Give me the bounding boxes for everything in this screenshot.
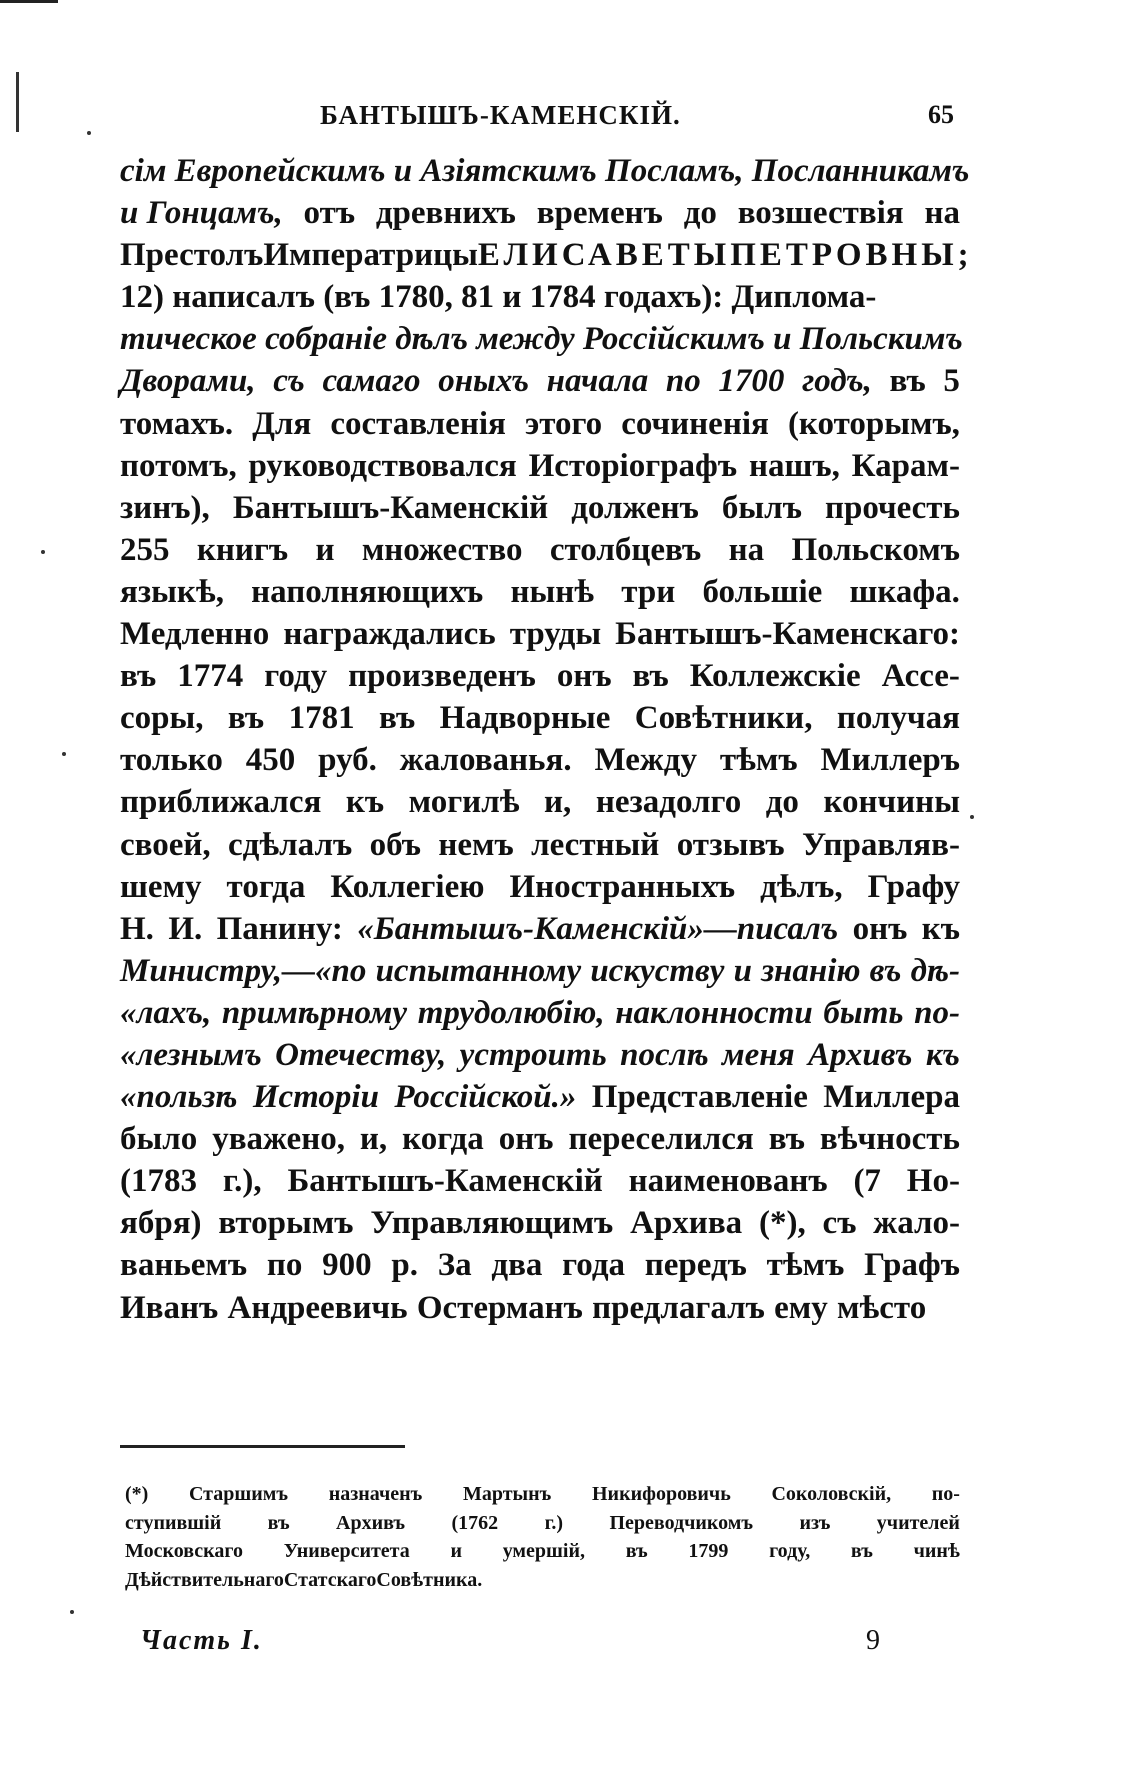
body-word: столбцевъ — [549, 531, 702, 568]
body-word: Медленно — [120, 616, 270, 653]
body-word: передъ — [644, 1247, 747, 1284]
body-word: г.), — [222, 1163, 262, 1200]
body-word: Иванъ — [120, 1289, 219, 1326]
body-word: Андреевичь — [227, 1289, 408, 1326]
body-word: Миллеръ — [820, 742, 960, 779]
footnote-word: изъ — [799, 1511, 831, 1534]
body-word: къ — [921, 910, 960, 947]
body-word: (1783 — [120, 1163, 197, 1200]
body-word: Н. — [120, 910, 154, 947]
body-word: книгъ — [196, 531, 289, 568]
body-word: тѣмъ — [766, 1247, 845, 1284]
body-word: могилѣ — [408, 784, 520, 821]
body-word: году — [264, 658, 328, 695]
body-word: труды — [509, 616, 602, 653]
body-word: въ — [889, 363, 926, 400]
body-word: вѣчность — [819, 1121, 960, 1158]
body-word: лестный — [531, 826, 660, 863]
body-word: испытанному — [375, 952, 582, 989]
footnote-word: Статскаго — [283, 1568, 377, 1591]
body-word: меня — [722, 1036, 795, 1073]
body-word: тѣмъ — [719, 742, 798, 779]
body-word: возшествія — [737, 195, 904, 232]
body-word: былъ — [721, 489, 802, 526]
footnote-word: Архивъ — [336, 1511, 406, 1534]
footnote — [125, 1480, 960, 1594]
body-word: къ — [925, 1036, 960, 1073]
body-word: Представленіе — [591, 1079, 808, 1116]
body-word: 450 — [245, 742, 296, 779]
body-word: руководствовался — [248, 447, 517, 484]
body-word: къ — [345, 784, 385, 821]
body-word: 12) написалъ (въ 1780, 81 и 1784 годахъ): Диплома- — [120, 279, 877, 316]
body-word: на — [728, 531, 765, 568]
footnote-word: Мартынъ — [462, 1483, 552, 1505]
running-head — [0, 100, 1140, 140]
body-word: въ — [768, 1121, 805, 1158]
body-word: въ — [632, 658, 669, 695]
body-word: въ — [120, 658, 157, 695]
body-word: знанію — [761, 952, 861, 989]
footnote-word: по- — [931, 1483, 960, 1505]
body-word: потомъ, — [120, 447, 237, 484]
body-word: объ — [369, 826, 421, 863]
body-word: съ — [273, 363, 305, 400]
body-word: тогда — [226, 868, 306, 905]
footnote-word: 1799 — [688, 1540, 729, 1562]
body-word: Графу — [867, 868, 960, 905]
body-word: 5 — [943, 363, 960, 400]
body-word: онъ — [498, 1121, 554, 1158]
body-word: примѣрному — [221, 994, 408, 1031]
footnote-word: умершій, — [502, 1540, 586, 1562]
body-word: Престолъ — [120, 237, 264, 274]
body-line — [120, 655, 960, 697]
body-line — [120, 276, 960, 318]
body-word: по- — [914, 994, 960, 1031]
body-word: нынѣ — [510, 573, 595, 610]
body-word: года — [562, 1247, 626, 1284]
body-word: устроить — [459, 1036, 607, 1073]
body-word: два — [491, 1247, 543, 1284]
body-word: Остерманъ — [416, 1289, 583, 1326]
body-line — [120, 697, 960, 739]
footnote-word: въ — [850, 1540, 873, 1562]
footnote-word: Соколовскій, — [771, 1483, 892, 1505]
body-word: получая — [836, 700, 960, 737]
body-word: древнихъ — [375, 195, 516, 232]
body-word: Дворами, — [120, 363, 256, 400]
body-word: Между — [594, 742, 697, 779]
body-word: отъ — [303, 195, 356, 232]
body-word: отзывъ — [676, 826, 785, 863]
body-word: временъ — [536, 195, 663, 232]
body-line — [120, 739, 960, 781]
body-word: большіе — [702, 573, 823, 610]
body-word: только — [120, 742, 223, 779]
body-word: тическое собраніе дѣлъ между Россійскимъ и Польскимъ — [120, 321, 963, 358]
scan-speck — [970, 815, 974, 819]
footnote-word: Университета — [283, 1540, 410, 1562]
body-word: наполняющихъ — [251, 573, 484, 610]
body-word: томахъ. — [120, 405, 234, 442]
body-line — [120, 781, 960, 823]
body-word: сочиненія — [621, 405, 769, 442]
footnote-word: г.) — [544, 1511, 564, 1534]
body-word: послѣ — [620, 1036, 709, 1073]
body-word: (которымъ, — [787, 405, 960, 442]
body-word: Совѣтники, — [634, 700, 813, 737]
scan-speck — [70, 1610, 74, 1614]
running-title: БАНТЫШЪ-КАМЕНСКІЙ. — [320, 100, 681, 130]
footnote-word: въ — [267, 1511, 290, 1534]
body-word: ваньемъ — [120, 1247, 248, 1284]
footnote-word: ступившій — [125, 1511, 222, 1534]
body-word: Императрицы — [263, 237, 478, 274]
body-word: Министру,—«по — [120, 952, 367, 989]
body-word: Ассе- — [881, 658, 960, 695]
footnote-word: (*) — [125, 1483, 149, 1505]
body-word: Коллегіею — [330, 868, 485, 905]
body-word: Архивъ — [808, 1036, 913, 1073]
body-word: Управляющимъ — [370, 1205, 614, 1242]
body-word: дѣлъ, — [760, 868, 843, 905]
body-word: 1700 — [718, 363, 785, 400]
body-line — [120, 992, 960, 1034]
body-word: шему — [120, 868, 202, 905]
body-word: жалованья. — [399, 742, 572, 779]
body-line — [120, 360, 960, 402]
body-line — [120, 1034, 960, 1076]
footnote-word: въ — [625, 1540, 648, 1562]
footnote-word: Дѣйствительнаго — [125, 1568, 284, 1591]
body-word: р. — [391, 1247, 418, 1284]
body-word: произведенъ — [348, 658, 536, 695]
page-number: 65 — [928, 100, 954, 129]
body-word: «лезнымъ — [120, 1036, 262, 1073]
body-word: и — [315, 531, 335, 568]
body-word: переселился — [568, 1121, 754, 1158]
body-word: ПЕТРОВНЫ; — [730, 237, 973, 274]
body-word: мѣсто — [837, 1289, 927, 1326]
body-word: своей, — [120, 826, 211, 863]
body-word: въ — [378, 700, 416, 737]
scan-speck — [87, 131, 91, 135]
body-word: множество — [361, 531, 523, 568]
footnote-word: Совѣтника. — [376, 1568, 483, 1591]
body-line — [120, 487, 960, 529]
body-word: по — [665, 363, 701, 400]
body-word: 1781 — [288, 700, 355, 737]
body-word: съ — [822, 1205, 857, 1242]
body-word: и Гонцамъ, — [120, 195, 283, 232]
body-word: (7 — [853, 1163, 881, 1200]
body-word: до — [765, 784, 799, 821]
body-word: и — [733, 952, 752, 989]
body-word: на — [924, 195, 960, 232]
body-line — [120, 1244, 960, 1286]
body-word: Миллера — [823, 1079, 960, 1116]
signature-mark: Часть I. — [140, 1625, 263, 1656]
body-word: годъ, — [802, 363, 872, 400]
scan-speck — [62, 752, 66, 756]
body-word: Россійской.» — [394, 1079, 577, 1116]
body-word: Графъ — [864, 1247, 960, 1284]
body-word: уважено, — [212, 1121, 345, 1158]
footnote-line — [125, 1566, 960, 1595]
body-word: до — [683, 195, 717, 232]
body-line — [120, 1287, 960, 1329]
body-word: Архива — [630, 1205, 743, 1242]
body-line — [120, 234, 973, 276]
body-line — [120, 1118, 960, 1160]
body-word: оныхъ — [438, 363, 529, 400]
body-line — [120, 403, 960, 445]
body-word: «лахъ, — [120, 994, 212, 1031]
body-word: Карам- — [851, 447, 960, 484]
body-word: вторымъ — [218, 1205, 354, 1242]
main-text — [120, 150, 973, 1329]
body-line — [120, 824, 960, 866]
body-word: жало- — [873, 1205, 960, 1242]
body-line — [120, 571, 960, 613]
body-word: ему — [774, 1289, 828, 1326]
body-line — [120, 1160, 960, 1202]
body-word: И. — [168, 910, 203, 947]
body-word: Исторіи — [252, 1079, 379, 1116]
body-word: Бантышъ-Каменскаго: — [615, 616, 960, 653]
body-word: онъ — [556, 658, 612, 695]
body-word: награждались — [283, 616, 496, 653]
body-word: «пользѣ — [120, 1079, 238, 1116]
body-word: незадолго — [595, 784, 742, 821]
body-word: наклонности — [615, 994, 813, 1031]
footnote-word: и — [450, 1540, 462, 1562]
body-word: Польскомъ — [791, 531, 960, 568]
body-word: языкѣ, — [120, 573, 224, 610]
body-word: было — [120, 1121, 198, 1158]
body-word: сдѣлалъ — [228, 826, 353, 863]
body-word: въ — [869, 952, 902, 989]
body-word: соры, — [120, 700, 204, 737]
body-word: зинъ), — [120, 489, 210, 526]
body-word: Коллежскіе — [689, 658, 861, 695]
body-word: 255 — [120, 531, 170, 568]
body-word: онъ — [852, 910, 908, 947]
body-word: ября) — [120, 1205, 202, 1242]
footnote-word: Никифоровичь — [592, 1483, 731, 1505]
footnote-word: (1762 — [451, 1511, 499, 1534]
body-word: когда — [402, 1121, 484, 1158]
body-word: За — [437, 1247, 472, 1284]
body-word: и, — [359, 1121, 388, 1158]
body-line — [120, 445, 960, 487]
body-word: составленія — [330, 405, 506, 442]
body-word: быть — [823, 994, 904, 1031]
body-word: Иностранныхъ — [509, 868, 736, 905]
body-word: дѣ- — [910, 952, 960, 989]
scan-speck — [41, 550, 45, 554]
body-line — [120, 866, 960, 908]
footnote-word: Старшимъ — [188, 1483, 289, 1505]
body-word: немъ — [438, 826, 514, 863]
footnote-word: Переводчикомъ — [609, 1511, 754, 1534]
footnote-word: назначенъ — [328, 1483, 423, 1505]
body-word: сім Европейскимъ и Азіятскимъ Посламъ, Посланникамъ — [120, 153, 970, 189]
body-word: прочесть — [824, 489, 960, 526]
body-word: наименованъ — [628, 1163, 828, 1200]
body-word: Надворные — [439, 700, 611, 737]
footnote-divider — [120, 1445, 405, 1448]
body-word: этого — [524, 405, 603, 442]
body-line — [120, 318, 963, 360]
footnote-word: чинѣ — [913, 1540, 960, 1562]
body-word: шкафа. — [849, 573, 960, 610]
body-word: въ — [227, 700, 265, 737]
body-word: предлагалъ — [592, 1289, 765, 1326]
body-word: Панину: — [216, 910, 343, 947]
body-word: Исторіографъ — [528, 447, 738, 484]
body-word: долженъ — [571, 489, 699, 526]
body-word: три — [621, 573, 676, 610]
body-line — [120, 150, 970, 192]
body-word: нашъ, — [748, 447, 840, 484]
body-word: Бантышъ-Каменскій — [232, 489, 549, 526]
body-word: по — [266, 1247, 303, 1284]
body-line — [120, 613, 960, 655]
body-word: искуству — [590, 952, 725, 989]
body-word: Управляв- — [802, 826, 960, 863]
body-line — [120, 1202, 960, 1244]
footnote-line — [125, 1480, 960, 1509]
footnote-word: учителей — [876, 1511, 960, 1534]
body-line — [120, 950, 960, 992]
sheet-number: 9 — [866, 1625, 880, 1656]
body-word: Бантышъ-Каменскій — [287, 1163, 603, 1200]
body-line — [120, 529, 960, 571]
body-word: ЕЛИСАВЕТЫ — [477, 237, 731, 274]
body-word: «Бантышъ-Каменскій»—писалъ — [357, 910, 839, 947]
body-word: и, — [544, 784, 572, 821]
body-word: кончины — [823, 784, 960, 821]
body-word: (*), — [758, 1205, 806, 1242]
body-word: начала — [546, 363, 649, 400]
body-word: самаго — [322, 363, 421, 400]
body-word: Но- — [906, 1163, 960, 1200]
body-word: 1774 — [177, 658, 244, 695]
body-word: трудолюбію, — [417, 994, 605, 1031]
scan-corner-mark — [0, 0, 58, 3]
body-word: Для — [252, 405, 312, 442]
body-word: 900 — [322, 1247, 372, 1284]
body-word: руб. — [318, 742, 377, 779]
body-line — [120, 908, 960, 950]
body-word: Отечеству, — [275, 1036, 447, 1073]
body-line — [120, 1076, 960, 1118]
footnote-word: Московскаго — [125, 1540, 243, 1562]
footnote-word: году, — [769, 1540, 811, 1562]
footnote-line — [125, 1509, 960, 1538]
footnote-line — [125, 1537, 960, 1566]
body-line — [120, 192, 960, 234]
body-word: приближался — [120, 784, 322, 821]
